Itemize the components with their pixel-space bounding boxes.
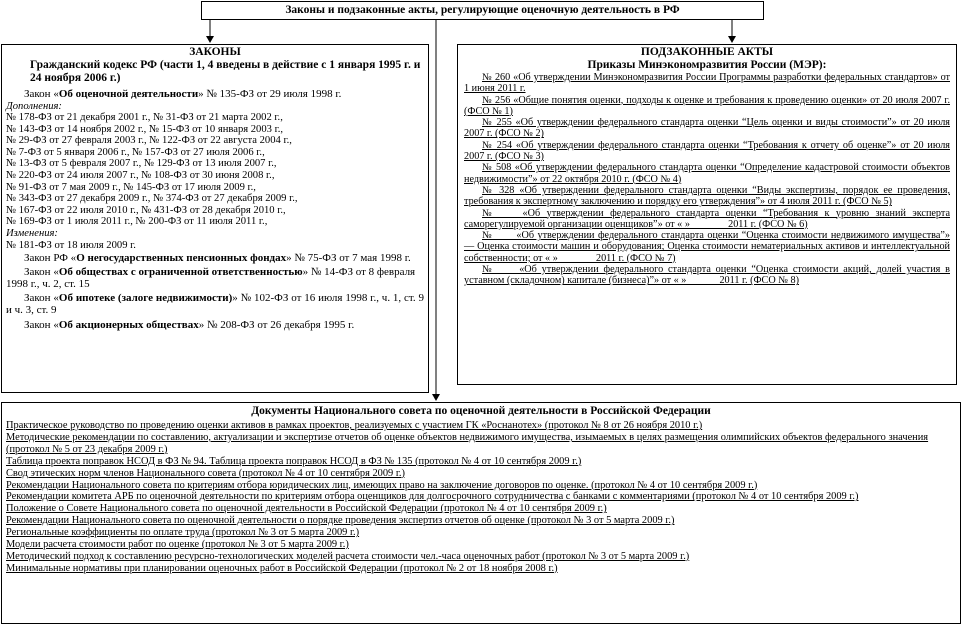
document-link[interactable]: Региональные коэффициенты по оплате труда (протокол № 3 от 5 марта 2009 г.) xyxy=(6,527,360,539)
subordinate-item[interactable]: № 254 «Об утверждении федерального стандарта оценки “Требования к отчету об оценке”» от 20 июля 2007 г. (ФСО № 3) xyxy=(464,139,950,163)
additions-list xyxy=(6,112,424,228)
documents-header: Документы Национального совета по оценочной деятельности в Российской Федерации xyxy=(251,405,711,417)
law-joint-stock: Закон «Об акционерных обществах» № 208-ФЗ от 26 декабря 1995 г. xyxy=(24,318,355,331)
main-title-box xyxy=(201,1,764,20)
document-link[interactable]: Минимальные нормативы при планировании оценочных работ в Российской Федерации (протокол № 2 от 18 ноября 2008 г.) xyxy=(6,562,558,574)
subordinate-header: ПОДЗАКОННЫЕ АКТЫ xyxy=(640,46,774,58)
law-llc: Закон «Об обществах с ограниченной ответственностью» № 14-ФЗ от 8 февраля 1998 г., ч. 2, ст. 15 xyxy=(6,265,416,291)
subordinate-item[interactable]: № 255 «Об утверждении федерального стандарта оценки “Цель оценки и виды стоимости”» от 20 июля 2007 г. (ФСО № 2) xyxy=(464,117,950,140)
civil-code: Гражданский кодекс РФ (части 1, 4 введены в действие с 1 января 1995 г. и 24 ноября 2006 г.) xyxy=(30,59,421,84)
subordinate-item[interactable]: №____ «Об утверждении федерального стандарта оценки “Оценка стоимости акций, долей участия в уставном (складочном) капитале (бизнеса)”» от « »______ 2011 г. (ФСО № 8) xyxy=(464,264,950,287)
subordinate-list xyxy=(464,72,950,287)
addition-item: № 91-ФЗ от 7 мая 2009 г., № 145-ФЗ от 17 июля 2009 г., xyxy=(6,181,256,193)
laws-header: ЗАКОНЫ xyxy=(189,46,241,58)
subordinate-item[interactable]: № 256 «Общие понятия оценки, подходы к оценке и требования к проведению оценки» от 20 июля 2007 г.(ФСО № 1) xyxy=(464,94,950,117)
document-link[interactable]: Методические рекомендации по составлению, актуализации и экспертизе отчетов об оценке объектов недвижимого имущества, изымаемых в целях размещения олимпийских объектов федерального значения (протокол № 5 от 23 декабря 2009 г.) xyxy=(6,431,929,455)
subordinate-acts-box xyxy=(457,44,957,385)
document-link[interactable]: Свод этических норм членов Национального совета (протокол № 4 от 10 сентября 2009 г.) xyxy=(6,467,405,479)
document-link[interactable]: Методический подход к составлению ресурсно-технологических моделей расчета стоимости чел.-часа оценочных работ (протокол № 3 от 5 марта 2009 г.) xyxy=(6,550,690,562)
subordinate-subheader: Приказы Минэкономразвития России (МЭР): xyxy=(587,59,827,71)
additions-label: Дополнения: xyxy=(6,100,62,112)
subordinate-item[interactable]: № 508 «Об утверждении федерального стандарта оценки “Определение кадастровой стоимости объектов недвижимости”» от 22 октября 2010 г. (ФСО № 4) xyxy=(464,162,950,185)
document-link[interactable]: Модели расчета стоимости работ по оценке (протокол № 3 от 5 марта 2009 г.) xyxy=(6,539,349,551)
addition-item: № 343-ФЗ от 27 декабря 2009 г., № 374-ФЗ от 27 декабря 2009 г., xyxy=(6,193,298,205)
changes-item: № 181-ФЗ от 18 июля 2009 г. xyxy=(6,239,136,251)
addition-item: № 7-ФЗ от 5 января 2006 г., № 157-ФЗ от 27 июля 2006 г., xyxy=(6,146,265,158)
document-link[interactable]: Рекомендации Национального совета по критериям отбора юридических лиц, имеющих право на заключение договоров по оценке. (протокол № 4 от 10 сентября 2009 г.) xyxy=(6,479,758,491)
documents-list xyxy=(6,420,956,575)
document-link[interactable]: Практическое руководство по проведению оценки активов в рамках проектов, реализуемых с участием ГК «Роснанотех» (протокол № 8 от 26 ноября 2010 г.) xyxy=(6,420,703,431)
document-link[interactable]: Рекомендации комитета АРБ по оценочной деятельности по критериям отбора оценщиков для долгосрочного сотрудничества с банками с комментариями (протокол № 4 от 10 сентября 2009 г.) xyxy=(6,491,859,503)
document-link[interactable]: Таблица проекта поправок НСОД в ФЗ № 94. Таблица проекта поправок НСОД в ФЗ № 135 (протокол № 4 от 10 сентября 2009 г.) xyxy=(6,455,582,467)
documents-box xyxy=(1,402,961,624)
addition-item: № 178-ФЗ от 21 декабря 2001 г., № 31-ФЗ от 21 марта 2002 г., xyxy=(6,112,283,124)
law-mortgage: Закон «Об ипотеке (залоге недвижимости)» № 102-ФЗ от 16 июля 1998 г., ч. 1, ст. 9 и ч. 3, ст. 9 xyxy=(6,291,424,317)
main-title: Законы и подзаконные акты, регулирующие оценочную деятельность в РФ xyxy=(285,4,680,16)
addition-item: № 143-ФЗ от 14 ноября 2002 г., № 15-ФЗ от 10 января 2003 г., xyxy=(6,123,284,135)
subordinate-item[interactable]: № 328 «Об утверждении федерального стандарта оценки “Виды экспертизы, порядок ее проведения, требования к экспертному заключению и порядку его утверждения”» от 4 июля 2011 г. (ФСО № 5) xyxy=(464,184,950,208)
subordinate-item[interactable]: №____ «Об утверждении федерального стандарта оценки “Требования к уровню знаний эксперта саморегулируемой организации оценщиков”» от « »_______ 2011 г. (ФСО № 6) xyxy=(464,207,950,230)
addition-item: № 29-ФЗ от 27 февраля 2003 г., № 122-ФЗ от 22 августа 2004 г., xyxy=(6,135,292,147)
changes-label: Изменения: xyxy=(6,228,58,240)
addition-item: № 220-ФЗ от 24 июля 2007 г., № 108-ФЗ от 30 июня 2008 г., xyxy=(6,170,275,182)
subordinate-item[interactable]: №____ «Об утверждении федерального стандарта оценки “Оценка стоимости недвижимого имущества”» — Оценка стоимости машин и оборудования; Оценка стоимости нематериальных активов и интеллектуальной собственности; от « »_______ 2011 г. (ФСО № 7) xyxy=(464,230,950,264)
document-link[interactable]: Положение о Совете Национального совета по оценочной деятельности в Российской Федерации (протокол № 4 от 10 сентября 2009 г.) xyxy=(6,503,607,515)
addition-item: № 169-ФЗ от 1 июля 2011 г., № 200-ФЗ от 11 июля 2011 г., xyxy=(6,216,268,228)
law-pension-funds: Закон РФ «О негосударственных пенсионных фондах» № 75-ФЗ от 7 мая 1998 г. xyxy=(24,252,411,265)
law-appraisal: Закон «Об оценочной деятельности» № 135-ФЗ от 29 июля 1998 г. xyxy=(24,88,342,100)
subordinate-item[interactable]: № 260 «Об утверждении Минэкономразвития России Программы разработки федеральных стандартов» от 1 июня 2011 г. xyxy=(464,72,950,95)
laws-box xyxy=(1,44,429,393)
addition-item: № 13-ФЗ от 5 февраля 2007 г., № 129-ФЗ от 13 июля 2007 г., xyxy=(6,158,277,170)
document-link[interactable]: Рекомендации Национального совета по оценочной деятельности о порядке проведения экспертиз отчетов об оценке (протокол № 3 от 5 марта 2009 г.) xyxy=(6,515,675,527)
addition-item: № 167-ФЗ от 22 июля 2010 г., № 431-ФЗ от 28 декабря 2010 г., xyxy=(6,204,286,216)
